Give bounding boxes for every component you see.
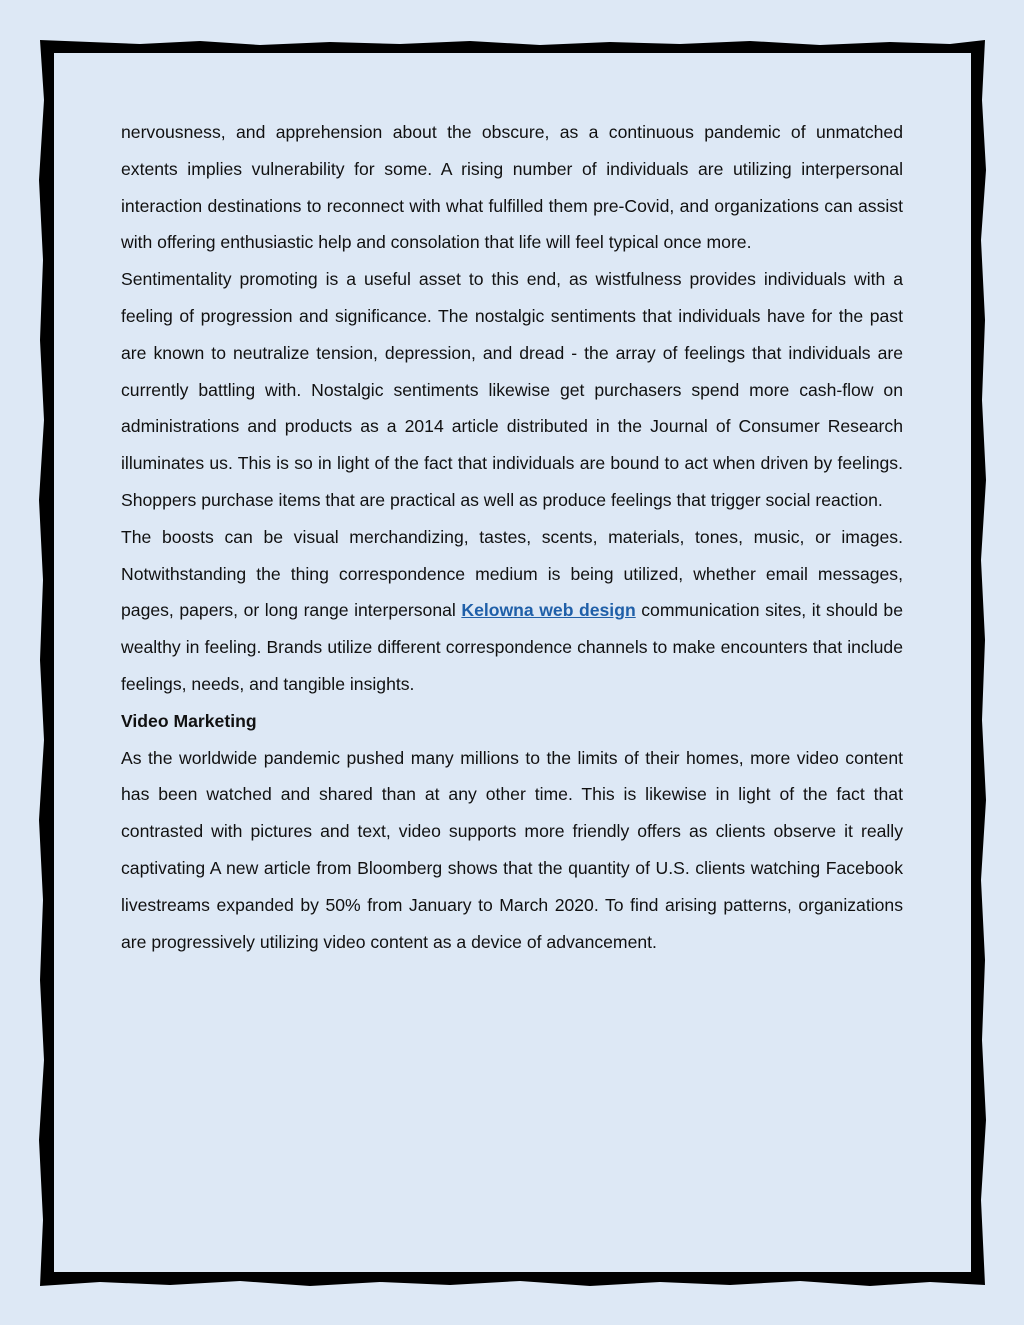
paragraph: nervousness, and apprehension about the obscure, as a continuous pandemic of unmatched extents implies vulnerability for some. A rising number of individuals are utilizing interpersonal interaction destinations to reconnect with what fulfilled them pre-Covid, and organizations can assist with offering enthusiastic help and consolation that life will feel typical once more. xyxy=(121,122,903,253)
document-body xyxy=(121,114,903,960)
paragraph-with-link xyxy=(121,519,903,703)
section-heading: Video Marketing xyxy=(121,710,257,731)
paragraph: As the worldwide pandemic pushed many millions to the limits of their homes, more video content has been watched and shared than at any other time. This is likewise in light of the fact that contrasted with pictures and text, video supports more friendly offers as clients observe it really captivating A new article from Bloomberg shows that the quantity of U.S. clients watching Facebook livestreams expanded by 50% from January to March 2020. To find arising patterns, organizations are progressively utilizing video content as a device of advancement. xyxy=(121,747,903,952)
kelowna-web-design-link[interactable]: Kelowna web design xyxy=(461,600,636,621)
paragraph-text: The boosts can be visual merchandizing, tastes, scents, materials, tones, music, or images. Notwithstanding the thing correspondence medium is being utilized, whether email messages, pages, papers, or long range interpersonal xyxy=(121,526,903,621)
paragraph: Sentimentality promoting is a useful asset to this end, as wistfulness provides individuals with a feeling of progression and significance. The nostalgic sentiments that individuals have for the past are known to neutralize tension, depression, and dread - the array of feelings that individuals are currently battling with. Nostalgic sentiments likewise get purchasers spend more cash-flow on administrations and products as a 2014 article distributed in the Journal of Consumer Research illuminates us. This is so in light of the fact that individuals are bound to act when driven by feelings. Shoppers purchase items that are practical as well as produce feelings that trigger social reaction. xyxy=(121,269,903,510)
paragraph-text: communication sites, it should be wealthy in feeling. Brands utilize different correspondence channels to make encounters that include feelings, needs, and tangible insights. xyxy=(121,600,903,694)
